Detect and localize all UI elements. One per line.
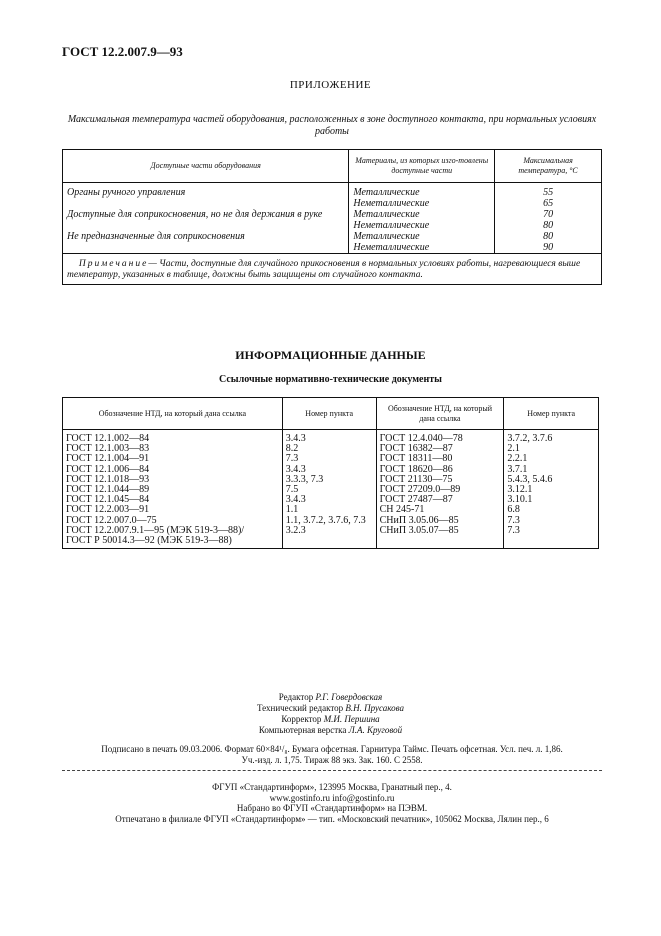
ref-doc: ГОСТ 12.1.044—89	[66, 484, 150, 496]
temperature-table	[62, 149, 602, 285]
temperature: 90	[543, 242, 554, 253]
ref-doc: ГОСТ 12.2.007.9.1—95 (МЭК 519-3—88)/	[66, 524, 245, 536]
note-label: Примечание	[78, 259, 149, 269]
ref-doc: ГОСТ 12.1.045—84	[66, 494, 150, 506]
tech-editor-label: Технический редактор	[256, 703, 344, 713]
ref-doc: ГОСТ Р 50014.3—92 (МЭК 519-3—88)	[66, 535, 232, 547]
column-header: Материалы, из которых изго-товлены доступные части	[349, 150, 495, 183]
ref-item: 3.2.3	[285, 524, 306, 536]
material: Металлические	[353, 187, 420, 198]
column-header: Обозначение НТД, на который дана ссылка	[376, 398, 504, 430]
ref-doc: ГОСТ 27209.0—89	[379, 484, 461, 496]
ref-item: 3.7.2, 3.7.6	[507, 433, 553, 444]
publication-info	[62, 744, 602, 766]
publication-line: Подписано в печать 09.03.2006. Формат 60×84¹/₈. Бумага офсетная. Гарнитура Таймс. Печать офсетная. Усл. печ. л. 1,86.	[101, 744, 563, 754]
ref-item: 3.4.3	[285, 463, 306, 475]
ref-doc: СНиП 3.05.06—85	[379, 514, 459, 526]
temperature: 55	[543, 187, 554, 198]
publisher-info	[62, 782, 602, 824]
info-heading: ИНФОРМАЦИОННЫЕ ДАННЫЕ	[235, 348, 426, 362]
layout-label: Компьютерная верстка	[258, 725, 347, 735]
layout-name: Л.А. Круговой	[348, 725, 403, 735]
temperature: 70	[543, 209, 554, 220]
publication-line: Уч.-изд. л. 1,75. Тираж 88 экз. Зак. 160. С 2558.	[241, 755, 423, 765]
ref-item: 3.4.3	[285, 494, 306, 506]
ref-doc: ГОСТ 12.1.018—93	[66, 473, 150, 485]
publisher-line: ФГУП «Стандартинформ», 123995 Москва, Гранатный пер., 4.	[212, 782, 452, 792]
ref-doc: ГОСТ 12.4.040—78	[379, 433, 463, 444]
ref-item: 7.3	[285, 453, 299, 465]
ref-item: 3.4.3	[285, 433, 306, 444]
ref-item: 7.5	[285, 484, 299, 496]
ref-doc: СНиП 3.05.07—85	[379, 524, 459, 536]
document-code: ГОСТ 12.2.007.9—93	[62, 44, 183, 59]
references-heading: Ссылочные нормативно-технические документы	[219, 374, 442, 385]
ref-item: 5.4.3, 5.4.6	[507, 473, 553, 485]
ref-doc: ГОСТ 27487—87	[379, 494, 453, 506]
ref-item: 6.8	[507, 504, 520, 516]
ref-doc: ГОСТ 12.1.003—83	[66, 443, 150, 455]
ref-doc: ГОСТ 12.1.004—91	[66, 453, 150, 465]
ref-doc: ГОСТ 12.1.002—84	[66, 433, 150, 444]
ref-doc: ГОСТ 18620—86	[379, 463, 453, 475]
temperature: 80	[543, 231, 554, 242]
ref-doc: ГОСТ 12.2.003—91	[66, 504, 150, 516]
material: Неметаллические	[353, 198, 430, 209]
table-row	[63, 430, 599, 549]
tech-editor-name: В.Н. Прусакова	[345, 703, 405, 713]
note-text: — Части, доступные для случайного прикосновения в нормальных условиях работы, нагревающиеся выше температур, указанных в таблице, должны быть защищены от случайного контакта.	[67, 259, 581, 280]
ref-doc: ГОСТ 12.1.006—84	[66, 463, 150, 475]
column-header: Доступные части оборудования	[63, 150, 349, 183]
proofreader-label: Корректор	[281, 714, 322, 724]
column-header: Номер пункта	[504, 398, 599, 430]
editor-name: Р.Г. Говердовская	[315, 692, 383, 702]
material: Неметаллические	[353, 242, 430, 253]
ref-doc: ГОСТ 12.2.007.0—75	[66, 514, 157, 526]
annex-heading: ПРИЛОЖЕНИЕ	[289, 79, 372, 91]
divider	[62, 770, 602, 771]
publisher-line: Отпечатано в филиале ФГУП «Стандартинформ» — тип. «Московский печатник», 105062 Москва, Лялин пер., 6	[115, 813, 549, 824]
ref-item: 3.3.3, 7.3	[285, 473, 324, 485]
part-name: Органы ручного управления	[67, 187, 186, 198]
temperature: 65	[543, 198, 554, 209]
table-note	[63, 254, 602, 285]
ref-item: 7.3	[507, 514, 520, 526]
ref-item: 7.3	[507, 524, 520, 536]
column-header: Максимальная температура, °С	[495, 150, 602, 183]
ref-item: 3.12.1	[507, 484, 533, 496]
column-header: Обозначение НТД, на который дана ссылка	[63, 398, 283, 430]
ref-item: 3.7.1	[507, 463, 528, 475]
publisher-line: www.gostinfo.ru info@gostinfo.ru	[269, 792, 395, 803]
ref-item: 2.2.1	[507, 453, 528, 465]
ref-doc: ГОСТ 21130—75	[379, 473, 453, 485]
ref-doc: ГОСТ 18311—80	[379, 453, 453, 465]
ref-item: 1.1, 3.7.2, 3.7.6, 7.3	[285, 514, 366, 526]
ref-doc: ГОСТ 16382—87	[379, 443, 453, 455]
credits	[0, 692, 661, 736]
editor-label: Редактор	[278, 692, 314, 702]
proofreader-name: М.И. Першина	[323, 714, 380, 724]
ref-item: 2.1	[507, 443, 520, 455]
material: Металлические	[353, 231, 420, 242]
table-row	[63, 183, 602, 254]
column-header: Номер пункта	[282, 398, 376, 430]
ref-item: 3.10.1	[507, 494, 533, 506]
references-table	[62, 397, 599, 549]
part-name: Доступные для соприкосновения, но не для держания в руке	[67, 209, 323, 220]
annex-table-title: Максимальная температура частей оборудования, расположенных в зоне доступного контакта, при нормальных условиях работы	[67, 114, 597, 137]
material: Металлические	[353, 209, 420, 220]
ref-item: 1.1	[285, 504, 299, 516]
ref-doc: СН 245-71	[379, 504, 425, 516]
publisher-line: Набрано во ФГУП «Стандартинформ» на ПЭВМ.	[236, 803, 428, 813]
ref-item: 8.2	[285, 443, 299, 455]
temperature: 80	[543, 220, 554, 231]
part-name: Не предназначенные для соприкосновения	[67, 231, 245, 242]
material: Неметаллические	[353, 220, 430, 231]
